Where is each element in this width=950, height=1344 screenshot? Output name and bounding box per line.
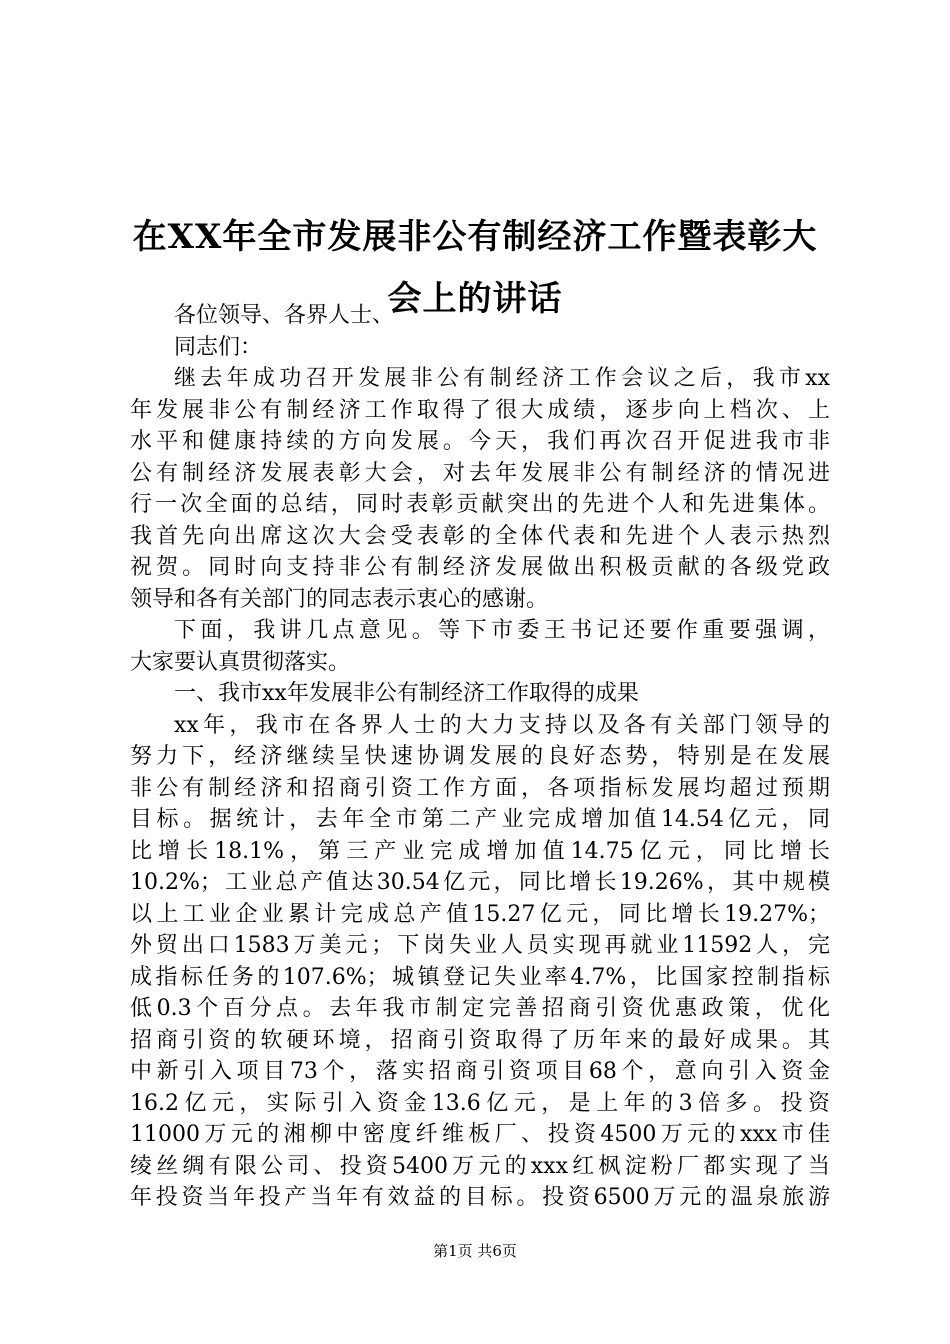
title-line-1: 在XX年全市发展非公有制经济工作暨表彰大: [132, 216, 818, 257]
text-line: 中新引入项目73个，落实招商引资项目68个，意向引入资金: [130, 1059, 830, 1084]
text-line: 各位领导、各界人士、: [174, 303, 395, 328]
text-line: 年发展非公有制经济工作取得了很大成绩，逐步向上档次、上: [130, 397, 830, 423]
text-line: 公有制经济发展表彰大会，对去年发展非公有制经济的情况进: [130, 460, 830, 486]
text-line: 16.2亿元，实际引入资金13.6亿元，是上年的3倍多。投资: [130, 1090, 830, 1116]
document-body: [130, 300, 830, 1214]
text-line: 继去年成功召开发展非公有制经济工作会议之后，我市xx: [174, 366, 830, 391]
text-line: 水平和健康持续的方向发展。今天，我们再次召开促进我市非: [130, 429, 830, 454]
text-line: 行一次全面的总结，同时表彰贡献突出的先进个人和先进集体。: [130, 492, 830, 517]
text-line: 以上工业企业累计完成总产值15.27亿元，同比增长19.27%；: [130, 901, 830, 927]
text-line: 外贸出口1583万美元；下岗失业人员实现再就业11592人，完: [130, 933, 830, 958]
page-footer: [0, 1241, 950, 1261]
text-line: 招商引资的软硬环境，招商引资取得了历年来的最好成果。其: [130, 1027, 830, 1053]
text-line: 绫丝绸有限公司、投资5400万元的xxx红枫淀粉厂都实现了当: [130, 1153, 830, 1179]
text-line: 大家要认真贯彻落实。: [130, 649, 351, 675]
text-line: 下面，我讲几点意见。等下市委王书记还要作重要强调，: [174, 618, 830, 643]
text-line: 低0.3个百分点。去年我市制定完善招商引资优惠政策，优化: [130, 996, 830, 1021]
text-line: xx年，我市在各界人士的大力支持以及各有关部门领导的: [174, 712, 830, 738]
text-line: 比增长18.1%，第三产业完成增加值14.75亿元，同比增长: [130, 838, 830, 864]
text-line: 成指标任务的107.6%；城镇登记失业率4.7%，比国家控制指标: [130, 964, 830, 990]
text-line: 祝贺。同时向支持非公有制经济发展做出积极贡献的各级党政: [130, 555, 830, 580]
title-line-2: 会上的讲话: [387, 278, 563, 319]
text-line: 同志们：: [174, 334, 263, 360]
page-number: 第1页 共6页: [433, 1242, 517, 1260]
text-line: 领导和各有关部门的同志表示衷心的感谢。: [130, 586, 549, 612]
text-line: 目标。据统计，去年全市第二产业完成增加值14.54亿元，同: [130, 807, 830, 832]
text-line: 我首先向出席这次大会受表彰的全体代表和先进个人表示热烈: [130, 523, 830, 549]
text-line: 努力下，经济继续呈快速协调发展的良好态势，特别是在发展: [130, 744, 830, 769]
text-line: 年投资当年投产当年有效益的目标。投资6500万元的温泉旅游: [130, 1185, 830, 1210]
text-line: 一、我市xx年发展非公有制经济工作取得的成果: [174, 681, 639, 706]
text-line: 10.2%；工业总产值达30.54亿元，同比增长19.26%，其中规模: [130, 870, 830, 895]
text-line: 非公有制经济和招商引资工作方面，各项指标发展均超过预期: [130, 775, 830, 801]
text-line: 11000万元的湘柳中密度纤维板厂、投资4500万元的xxx市佳: [130, 1122, 830, 1147]
